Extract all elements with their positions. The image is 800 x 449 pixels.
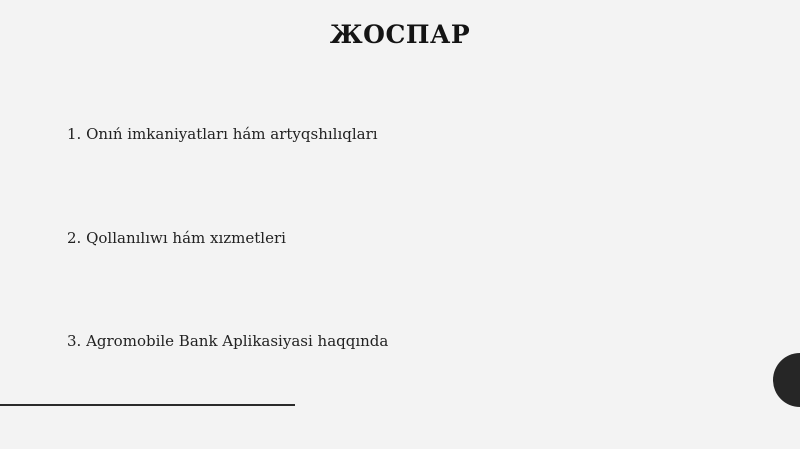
- slide-title: ЖОСПАР: [329, 20, 471, 49]
- decorative-divider-line: [0, 404, 295, 406]
- plan-item-1: 1. Onıń imkaniyatları hám artyqshılıqları: [67, 125, 378, 143]
- plan-item-2: 2. Qollanılıwı hám xızmetleri: [67, 229, 286, 247]
- slide-nav-button[interactable]: [773, 353, 800, 407]
- plan-item-3: 3. Agromobile Bank Aplikasiyasi haqqında: [67, 332, 389, 350]
